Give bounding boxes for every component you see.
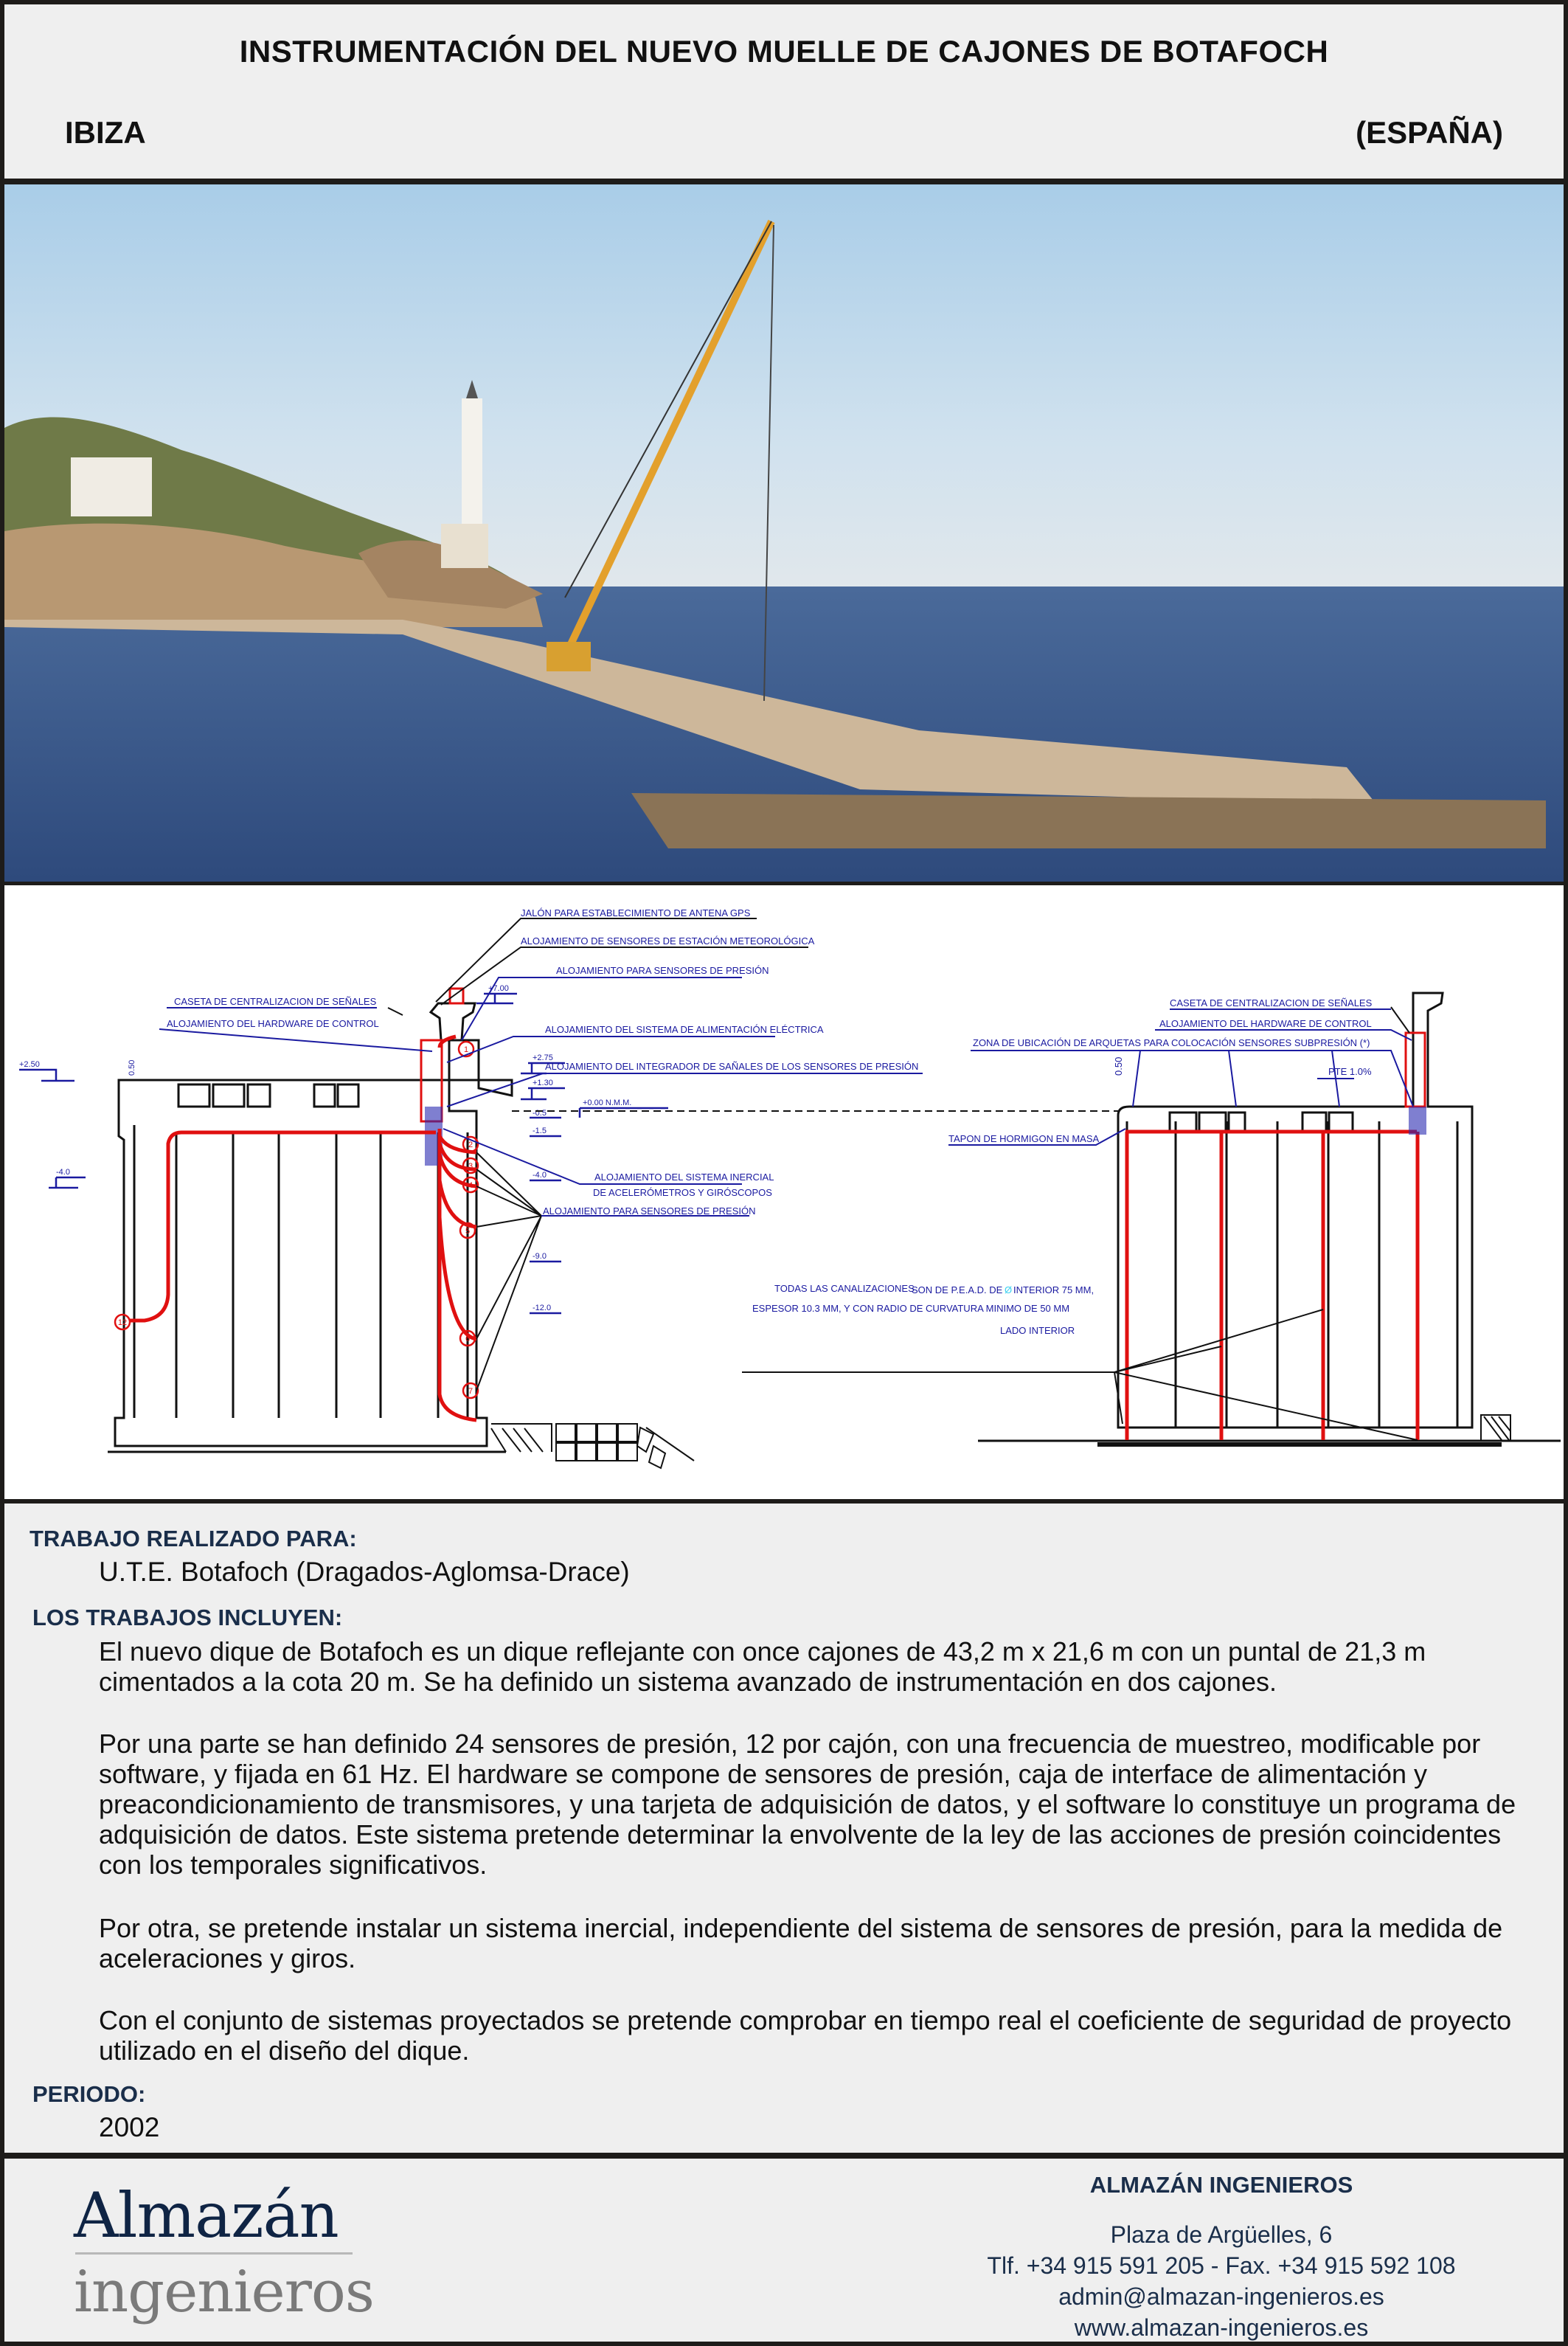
works-paragraph-4: Con el conjunto de sistemas proyectados se pretende comprobar en tiempo real el coeficiente de seguridad de proyecto utilizado en el diseño del dique. (99, 2005, 1512, 2066)
level-plus-2-75: +2.75 (533, 1053, 553, 1062)
level-zero: +0.00 N.M.M. (583, 1098, 632, 1107)
note-line1-b: SON DE P.E.A.D. DE (912, 1284, 1003, 1295)
callout-hardware-right: ALOJAMIENTO DEL HARDWARE DE CONTROL (1159, 1018, 1372, 1029)
website-link[interactable]: www.almazan-ingenieros.es (1074, 2314, 1369, 2341)
sensor-4: 4 (468, 1181, 473, 1190)
callout-pressure-wall: ALOJAMIENTO PARA SENSORES DE PRESIÓN (543, 1205, 756, 1217)
level-minus-4: -4.0 (533, 1171, 547, 1180)
sensor-number-labels (118, 1045, 473, 1396)
callout-gps: JALÓN PARA ESTABLECIMIENTO DE ANTENA GPS (521, 907, 751, 918)
callout-pressure-top: ALOJAMIENTO PARA SENSORES DE PRESIÓN (556, 965, 769, 976)
page-title: INSTRUMENTACIÓN DEL NUEVO MUELLE DE CAJONES DE BOTAFOCH (239, 34, 1329, 69)
left-cap-boxes (178, 1084, 358, 1107)
email-link[interactable]: admin@almazan-ingenieros.es (1058, 2283, 1384, 2310)
works-label: LOS TRABAJOS INCLUYEN: (32, 1605, 343, 1630)
caisson-sections (4, 885, 1564, 1499)
level-labels (19, 984, 631, 1312)
sensor-7: 7 (468, 1387, 473, 1396)
sensor-5: 5 (465, 1227, 471, 1236)
right-caisson-outline (978, 993, 1561, 1441)
note-line1-c: INTERIOR 75 MM, (1013, 1284, 1095, 1295)
right-callout-labels (948, 997, 1373, 1336)
level-minus-0-5: -0.5 (533, 1109, 547, 1118)
period-value: 2002 (99, 2112, 160, 2142)
callout-power: ALOJAMIENTO DEL SISTEMA DE ALIMENTACIÓN ELÉCTRICA (545, 1024, 824, 1035)
diameter-icon: Ø (1005, 1284, 1013, 1295)
level-plus-1-30: +1.30 (533, 1079, 553, 1087)
works-paragraph-1: El nuevo dique de Botafoch es un dique reflejante con once cajones de 43,2 m x 21,6 m con un puntal de 21,3 m cimentados a la cota 20 m. Se ha definido un sistema avanzado de instrumentación en dos cajones. (99, 1636, 1426, 1697)
callout-hardware: ALOJAMIENTO DEL HARDWARE DE CONTROL (167, 1018, 379, 1029)
sensor-1: 1 (463, 1045, 469, 1054)
level-plus-2-50: +2.50 (19, 1060, 40, 1069)
level-minus-1-5: -1.5 (533, 1127, 547, 1135)
works-paragraph-2: Por una parte se han definido 24 sensores de presión, 12 por cajón, con una frecuencia de muestreo, modificable por software, y fijada en 61 Hz. El hardware se compone de sensores de presión, caja de interface de alimentación y preacondicionamiento de transmisores, y una tarjeta de adquisición de datos, y el software lo constituye un programa de adquisición de datos. Este sistema pretende determinar la envolvente de la ley de las acciones de presión coincidentes con los temporales significativos. (99, 1729, 1516, 1880)
location-island: IBIZA (65, 115, 146, 150)
callout-subpressure: ZONA DE UBICACIÓN DE ARQUETAS PARA COLOCACIÓN SENSORES SUBPRESIÓN (*) (973, 1037, 1370, 1048)
callout-inertial-2: DE ACELERÓMETROS Y GIRÓSCOPOS (593, 1187, 772, 1198)
footer (4, 2159, 1564, 2342)
logo-wordmark-top: Almazán (74, 2179, 339, 2252)
level-markers (19, 994, 668, 1313)
dim-0-50: 0.50 (128, 1059, 136, 1076)
level-plus-7: +7.00 (488, 984, 509, 993)
works-paragraph-3: Por otra, se pretende instalar un sistema inercial, independiente del sistema de sensores de presión, para la medida de aceleraciones y giros. (99, 1913, 1503, 1973)
level-minus-12: -12.0 (533, 1304, 552, 1312)
note-line1-a: TODAS LAS CANALIZACIONES (774, 1283, 915, 1294)
sensor-2: 2 (468, 1141, 473, 1149)
lighthouse-tower (462, 398, 482, 531)
location-country: (ESPAÑA) (1356, 115, 1503, 150)
photo-illustration (4, 184, 1564, 882)
lado-interior: LADO INTERIOR (1000, 1325, 1075, 1336)
sensor-3: 3 (468, 1162, 473, 1171)
project-info (4, 1504, 1564, 2153)
right-cap-boxes (1170, 1113, 1353, 1132)
slope-label: PTE 1.0% (1328, 1066, 1372, 1077)
sensor-6: 6 (465, 1335, 471, 1343)
phone-fax: Tlf. +34 915 591 205 - Fax. +34 915 592 108 (987, 2252, 1456, 2279)
callout-caseta-right: CASETA DE CENTRALIZACION DE SEÑALES (1170, 997, 1373, 1008)
header (4, 4, 1564, 179)
right-dim-label: 0.50 (1113, 1056, 1124, 1076)
villa (71, 457, 152, 516)
crane-body (547, 642, 591, 671)
construction-photo (4, 184, 1564, 882)
callout-concrete-plug: TAPON DE HORMIGON EN MASA (948, 1133, 1100, 1144)
conduit-note (752, 1283, 1094, 1314)
address: Plaza de Argüelles, 6 (1110, 2221, 1333, 2248)
callout-weather: ALOJAMIENTO DE SENSORES DE ESTACIÓN METEOROLÓGICA (521, 935, 815, 947)
technical-drawing (4, 885, 1564, 1499)
right-hatch (1409, 1107, 1426, 1135)
client-label: TRABAJO REALIZADO PARA: (30, 1526, 357, 1551)
note-line2: ESPESOR 10.3 MM, Y CON RADIO DE CURVATURA MINIMO DE 50 MM (752, 1303, 1070, 1314)
logo-divider (75, 2252, 353, 2255)
level-minus-4-left: -4.0 (56, 1168, 70, 1177)
callout-caseta: CASETA DE CENTRALIZACION DE SEÑALES (174, 996, 377, 1007)
callout-integrator: ALOJAMIENTO DEL INTEGRADOR DE SAÑALES DE LOS SENSORES DE PRESIÓN (545, 1061, 919, 1072)
logo-wordmark-bottom: ingenieros (74, 2259, 374, 2325)
sensor-12: 12 (117, 1318, 128, 1327)
client-value: U.T.E. Botafoch (Dragados-Aglomsa-Drace) (99, 1557, 630, 1587)
lighthouse-base (441, 524, 488, 568)
right-blue-leaders (948, 1009, 1413, 1145)
left-cables (130, 1037, 476, 1420)
contact-block (919, 2172, 1524, 2343)
callout-inertial-1: ALOJAMIENTO DEL SISTEMA INERCIAL (594, 1172, 774, 1183)
level-minus-9: -9.0 (533, 1252, 547, 1261)
rock-armour (491, 1424, 694, 1468)
period-label: PERIODO: (32, 2081, 146, 2107)
firm-name: ALMAZÁN INGENIEROS (1089, 2172, 1353, 2198)
caisson-block (631, 793, 1546, 848)
